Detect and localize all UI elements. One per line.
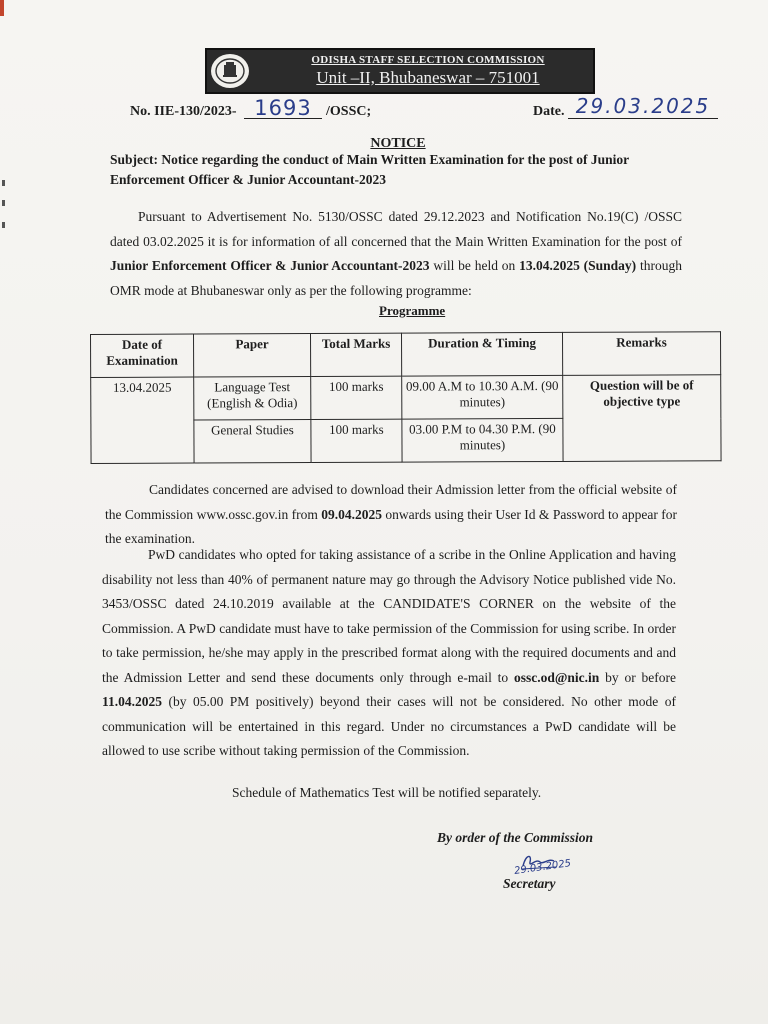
table-row (91, 375, 721, 421)
table-header: Date of Examination (91, 334, 194, 377)
marks-cell: 100 marks (311, 376, 402, 419)
organization-name: ODISHA STAFF SELECTION COMMISSION (311, 54, 545, 66)
page-edge-tick (2, 180, 5, 186)
paragraph-announcement: Pursuant to Advertisement No. 5130/OSSC dated 29.12.2023 and Notification No.19(C) /OSSC dated 03.02.2025 it is for information of all concerned that the Main Written Examination for the post of Junior Enforcement Officer & Junior Accountant-2023 will be held on 13.04.2025 (Sunday) through OMR mode at Bhubaneswar only as per the following programme: (110, 209, 682, 298)
table-header: Total Marks (311, 333, 402, 376)
notice-subject: Subject: Notice regarding the conduct of Main Written Examination for the post of Junior Enforcement Officer & Junior Accountant-2023 (110, 152, 629, 187)
paragraph-admission-letter: Candidates concerned are advised to download their Admission letter from the official website of the Commission www.ossc.gov.in from 09.04.2025 onwards using their User Id & Password to appear for the examination. (105, 482, 677, 546)
state-emblem-icon (211, 54, 249, 88)
signatory-designation: Secretary (503, 876, 556, 891)
date-label: Date. (533, 104, 565, 119)
reference-suffix: /OSSC; (326, 104, 372, 119)
paper-cell: Language Test (English & Odia) (194, 377, 311, 421)
signature-date: 29.03.2025 (513, 858, 572, 877)
programme-table (90, 331, 722, 464)
marks-cell: 100 marks (311, 419, 402, 462)
timing-cell: 03.00 P.M to 04.30 P.M. (90 minutes) (402, 418, 563, 462)
unit-address: Unit –II, Bhubaneswar – 751001 (316, 68, 540, 87)
paragraph-mathematics-test: Schedule of Mathematics Test will be notified separately. (232, 785, 542, 800)
letterhead (205, 48, 595, 94)
table-header-row (91, 332, 721, 378)
remarks-cell: Question will be of objective type (563, 375, 721, 462)
timing-cell: 09.00 A.M to 10.30 A.M. (90 minutes) (402, 375, 563, 419)
table-header: Paper (194, 334, 311, 378)
table-header: Duration & Timing (401, 332, 562, 376)
signature-order-line: By order of the Commission (437, 830, 594, 845)
page-edge-tick (2, 200, 5, 206)
paragraph-pwd-scribe: PwD candidates who opted for taking assistance of a scribe in the Online Application and having disability not less than 40% of permanent nature may go through the Advisory Notice published vide No. 3453/OSSC dated 24.10.2019 available at the CANDIDATE'S CORNER on the website of the Commission. A PwD candidate must have to take permission of the Commission for using scribe. In order to take permission, he/she may apply in the prescribed format along with the required documents and and the Admission Letter and send these documents only through e-mail to ossc.od@nic.in by or before 11.04.2025 (by 05.00 PM positively) beyond their cases will not be considered. No other mode of communication will be entertained in this regard. Under no circumstances a PwD candidate will be allowed to use scribe without taking permission of the Commission. (102, 547, 676, 758)
paper-cell: General Studies (194, 420, 311, 464)
notice-title: NOTICE (370, 136, 426, 151)
page-edge-tick (2, 222, 5, 228)
page-edge-mark (0, 0, 4, 16)
exam-date-cell: 13.04.2025 (91, 377, 194, 463)
programme-heading: Programme (379, 303, 446, 318)
reference-prefix: No. IIE-130/2023- (130, 104, 237, 119)
date-value: 29.03.2025 (568, 94, 718, 119)
table-header: Remarks (562, 332, 720, 376)
reference-number: 1693 (244, 96, 322, 119)
